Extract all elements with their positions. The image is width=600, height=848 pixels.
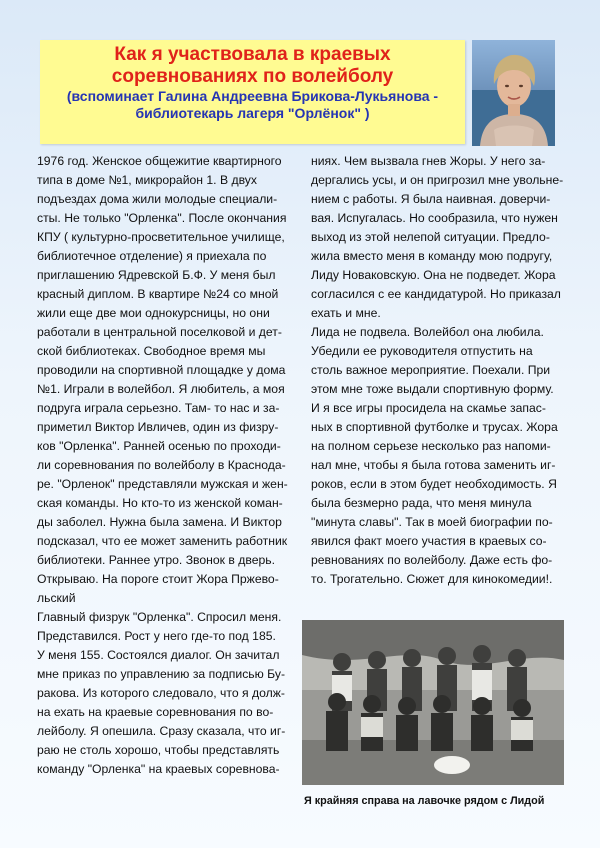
text-line: КПУ ( культурно-просветительное училище,: [37, 230, 285, 244]
text-line: Представился. Рост у него где-то под 185.: [37, 629, 276, 643]
subtitle-line-1: (вспоминает Галина Андреевна Брикова-Лукьянова -: [66, 88, 439, 104]
text-line: проводили на спортивной площадке у дома: [37, 363, 286, 377]
text-line: согласился с ее кандидатурой. Но приказал: [311, 287, 561, 301]
text-line: работали в центральной поселковой и дет-: [37, 325, 282, 339]
text-line: нал мне, чтобы я была готова заменить иг-: [311, 458, 556, 472]
left-text-column: [37, 152, 299, 779]
text-line: Лида не подвела. Волейбол она любила.: [311, 325, 544, 339]
text-line: типа в доме №1, микрорайон 1. В двух: [37, 173, 257, 187]
text-line: У меня 155. Состоялся диалог. Он зачитал: [37, 648, 280, 662]
title-banner: [40, 40, 465, 144]
photo-caption: Я крайняя справа на лавочке рядом с Лидой: [304, 795, 545, 807]
text-line: на ехать на краевые соревнования по во-: [37, 705, 274, 719]
text-line: Убедили ее руководителя отпустить на: [311, 344, 533, 358]
text-line: была безмерно рада, что меня минула: [311, 496, 532, 510]
text-line: ных в спортивной футболке и трусах. Жора: [311, 420, 558, 434]
text-line: сты. Не только "Орленка". После окончания: [37, 211, 287, 225]
text-line: лейболу. Я опешила. Сразу сказала, что иг-: [37, 724, 286, 738]
text-line: красный диплом. В квартире №24 со мной: [37, 287, 279, 301]
text-line: ре. "Орленок" представляли мужская и жен-: [37, 477, 288, 491]
text-line: команду "Орленка" на краевых соревнова-: [37, 762, 280, 776]
text-line: явился факт моего участия в краевых со-: [311, 534, 547, 548]
text-line: ли соревнования по волейболу в Краснода-: [37, 458, 286, 472]
text-line: нием с работы. Я была наивная. доверчи-: [311, 192, 551, 206]
text-line: приметил Виктор Ивличев, один из физру-: [37, 420, 279, 434]
text-line: жили еще две мои однокурсницы, но они: [37, 306, 270, 320]
text-line: ревнованиях по волейболу. Даже есть фо-: [311, 553, 553, 567]
text-line: Открываю. На пороге стоит Жора Пржево-: [37, 572, 279, 586]
author-portrait: [472, 40, 555, 146]
text-line: подруга играла серьезно. Там- то нас и за-: [37, 401, 280, 415]
text-line: Главный физрук "Орленка". Спросил меня.: [37, 610, 282, 624]
text-line: 1976 год. Женское общежитие квартирного: [37, 154, 282, 168]
text-line: библиотечное отделение) я приехала по: [37, 249, 267, 263]
text-line: столь важное мероприятие. Поехали. При: [311, 363, 551, 377]
text-line: библиотеки. Раннее утро. Звонок в дверь.: [37, 553, 275, 567]
text-line: "минута славы". Так в моей биографии по-: [311, 515, 553, 529]
group-photo: [302, 620, 564, 785]
text-line: мне приказ по управлению за подписью Бу-: [37, 667, 286, 681]
text-line: №1. Играли в волейбол. Я любитель, а моя: [37, 382, 285, 396]
title-line-1: Как я участвовала в краевых: [114, 44, 391, 65]
text-line: ков "Орленка". Ранней осенью по проходи-: [37, 439, 281, 453]
text-line: ды заболел. Нужна была замена. И Виктор: [37, 515, 282, 529]
text-line: то. Трогательно. Сюжет для кинокомедии!.: [311, 572, 553, 586]
right-text-column: [311, 152, 573, 589]
text-line: подсказал, что ее может заменить работник: [37, 534, 288, 548]
text-line: выход из этой нелепой ситуации. Предло-: [311, 230, 550, 244]
text-line: И я все игры просидела на скамье запас-: [311, 401, 546, 415]
text-line: ехать и мне.: [311, 306, 381, 320]
text-line: жила вместо меня в команду мою подругу,: [311, 249, 553, 263]
text-line: подъездах дома жили молодые специали-: [37, 192, 278, 206]
text-line: Лиду Новаковскую. Она не подведет. Жора: [311, 268, 556, 282]
text-line: ская команды. Но кто-то из женской коман-: [37, 496, 283, 510]
text-line: вая. Испугалась. Но сообразила, что нужен: [311, 211, 558, 225]
subtitle-line-2: библиотекарь лагеря "Орлёнок" ): [135, 105, 370, 121]
text-line: дергались усы, и он пригрозил мне увольне-: [311, 173, 564, 187]
text-line: ракова. Из которого следовало, что я долж-: [37, 686, 285, 700]
text-line: ниях. Чем вызвала гнев Жоры. У него за-: [311, 154, 546, 168]
text-line: приглашению Ядревской Б.Ф. У меня был: [37, 268, 276, 282]
title-line-2: соревнованиях по волейболу: [111, 66, 394, 87]
text-line: роков, если в этом будет необходимость. Я: [311, 477, 557, 491]
text-line: раю не столь хорошо, чтобы представлять: [37, 743, 280, 757]
text-line: на полном серьезе несколько раз напоми-: [311, 439, 551, 453]
text-line: ской библиотеках. Свободное время мы: [37, 344, 266, 358]
text-line: льский: [37, 591, 76, 605]
text-line: этом мне тоже выдали спортивную форму.: [311, 382, 554, 396]
